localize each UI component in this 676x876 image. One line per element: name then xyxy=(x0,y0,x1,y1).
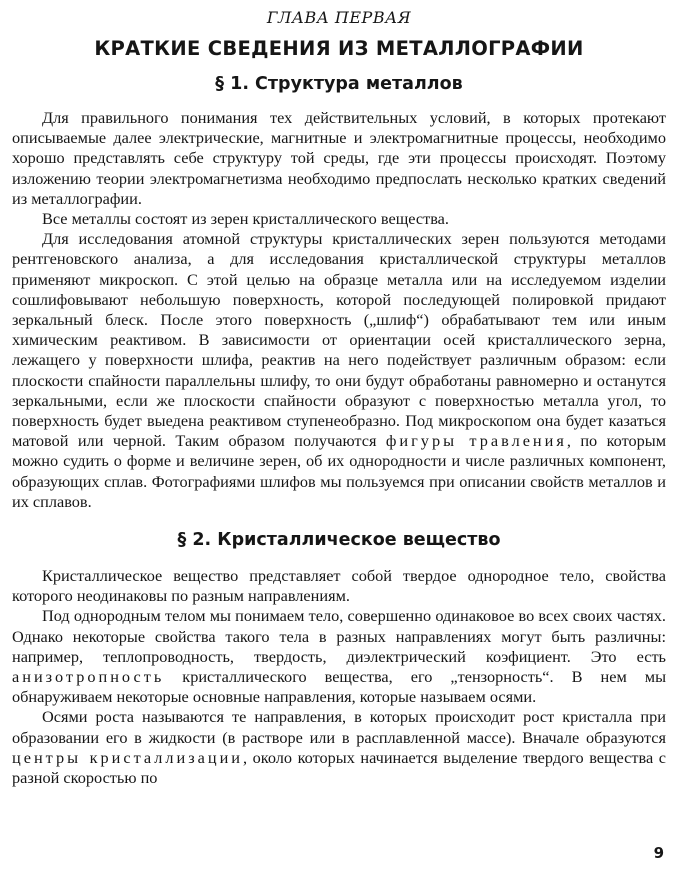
paragraph-text: кристаллического вещества, его „тензорность“. В нем мы обнаруживаем некоторые основные направления, которые называем осями. xyxy=(12,667,667,707)
chapter-label: ГЛАВА ПЕРВАЯ xyxy=(266,8,412,27)
section-1-paragraph-3 xyxy=(12,229,666,512)
section-2-paragraph-3 xyxy=(12,707,666,788)
chapter-title: КРАТКИЕ СВЕДЕНИЯ ИЗ МЕТАЛЛОГРАФИИ xyxy=(94,37,584,60)
emphasized-term: анизотропность xyxy=(12,667,165,687)
paragraph-text: , по которым можно судить о форме и величине зерен, об их однородности и числе различных компонент, образующих сплав. Фотографиями шлифов мы пользуемся при описании свойств металлов и их сплавов. xyxy=(12,431,666,511)
page-number: 9 xyxy=(653,844,664,862)
paragraph-text: Для исследования атомной структуры кристаллических зерен пользуются методами рентгеновского анализа, а для исследования кристаллической структуры металлов применяют микроскоп. С этой целью на образце металла или на исследуемом изделии сошлифовывают небольшую поверхность, которой последующей полировкой придают зеркальный блеск. После этого поверхность („шлиф“) обрабатывают тем или иным химическим реактивом. В зависимости от ориентации осей кристаллического зерна, лежащего у поверхности шлифа, реактив на него подействует различным образом: если плоскости спайности параллельны шлифу, то они будут обработаны равномерно и останутся зеркальными, если же плоскости спайности образуют с поверхностью металла угол, то поверхность будет выедена реактивом ступенеобразно. Под микроскопом она будет казаться матовой или черной. Таким образом получаются xyxy=(12,229,666,451)
paragraph-text: Под однородным телом мы понимаем тело, совершенно одинаковое во всех своих частях. Однако некоторые свойства такого тела в разных направлениях могут быть различны: например, теплопроводность, твердость, диэлектрический коэфициент. Это есть xyxy=(12,606,666,666)
section-2-paragraph-2 xyxy=(12,606,666,707)
section-1-paragraph-2: Все металлы состоят из зерен кристаллического вещества. xyxy=(42,209,449,229)
section-1-paragraph-1: Для правильного понимания тех действительных условий, в которых протекают описываемые далее электрические, магнитные и электромагнитные процессы, необходимо хорошо представлять себе структуру той среды, где эти процессы происходят. Поэтому изложению теории электромагнетизма необходимо предпослать несколько кратких сведений из металлографии. xyxy=(12,108,666,208)
section-2-title: § 2. Кристаллическое вещество xyxy=(177,530,501,551)
emphasized-term: фигуры травления xyxy=(385,431,567,451)
section-1-title: § 1. Структура металлов xyxy=(215,74,463,94)
paragraph-text: , около которых начинается выделение твердого вещества с разной скоростью по xyxy=(12,747,666,788)
paragraph-text: Осями роста называются те направления, в которых происходит рост кристалла при образовании его в жидкости (в растворе или в расплавленной массе). Вначале образуются xyxy=(12,707,666,747)
section-2-paragraph-1: Кристаллическое вещество представляет собой твердое однородное тело, свойства которого неодинаковы по разным направлениям. xyxy=(12,566,666,606)
emphasized-term: центры кристаллизации xyxy=(12,747,244,767)
